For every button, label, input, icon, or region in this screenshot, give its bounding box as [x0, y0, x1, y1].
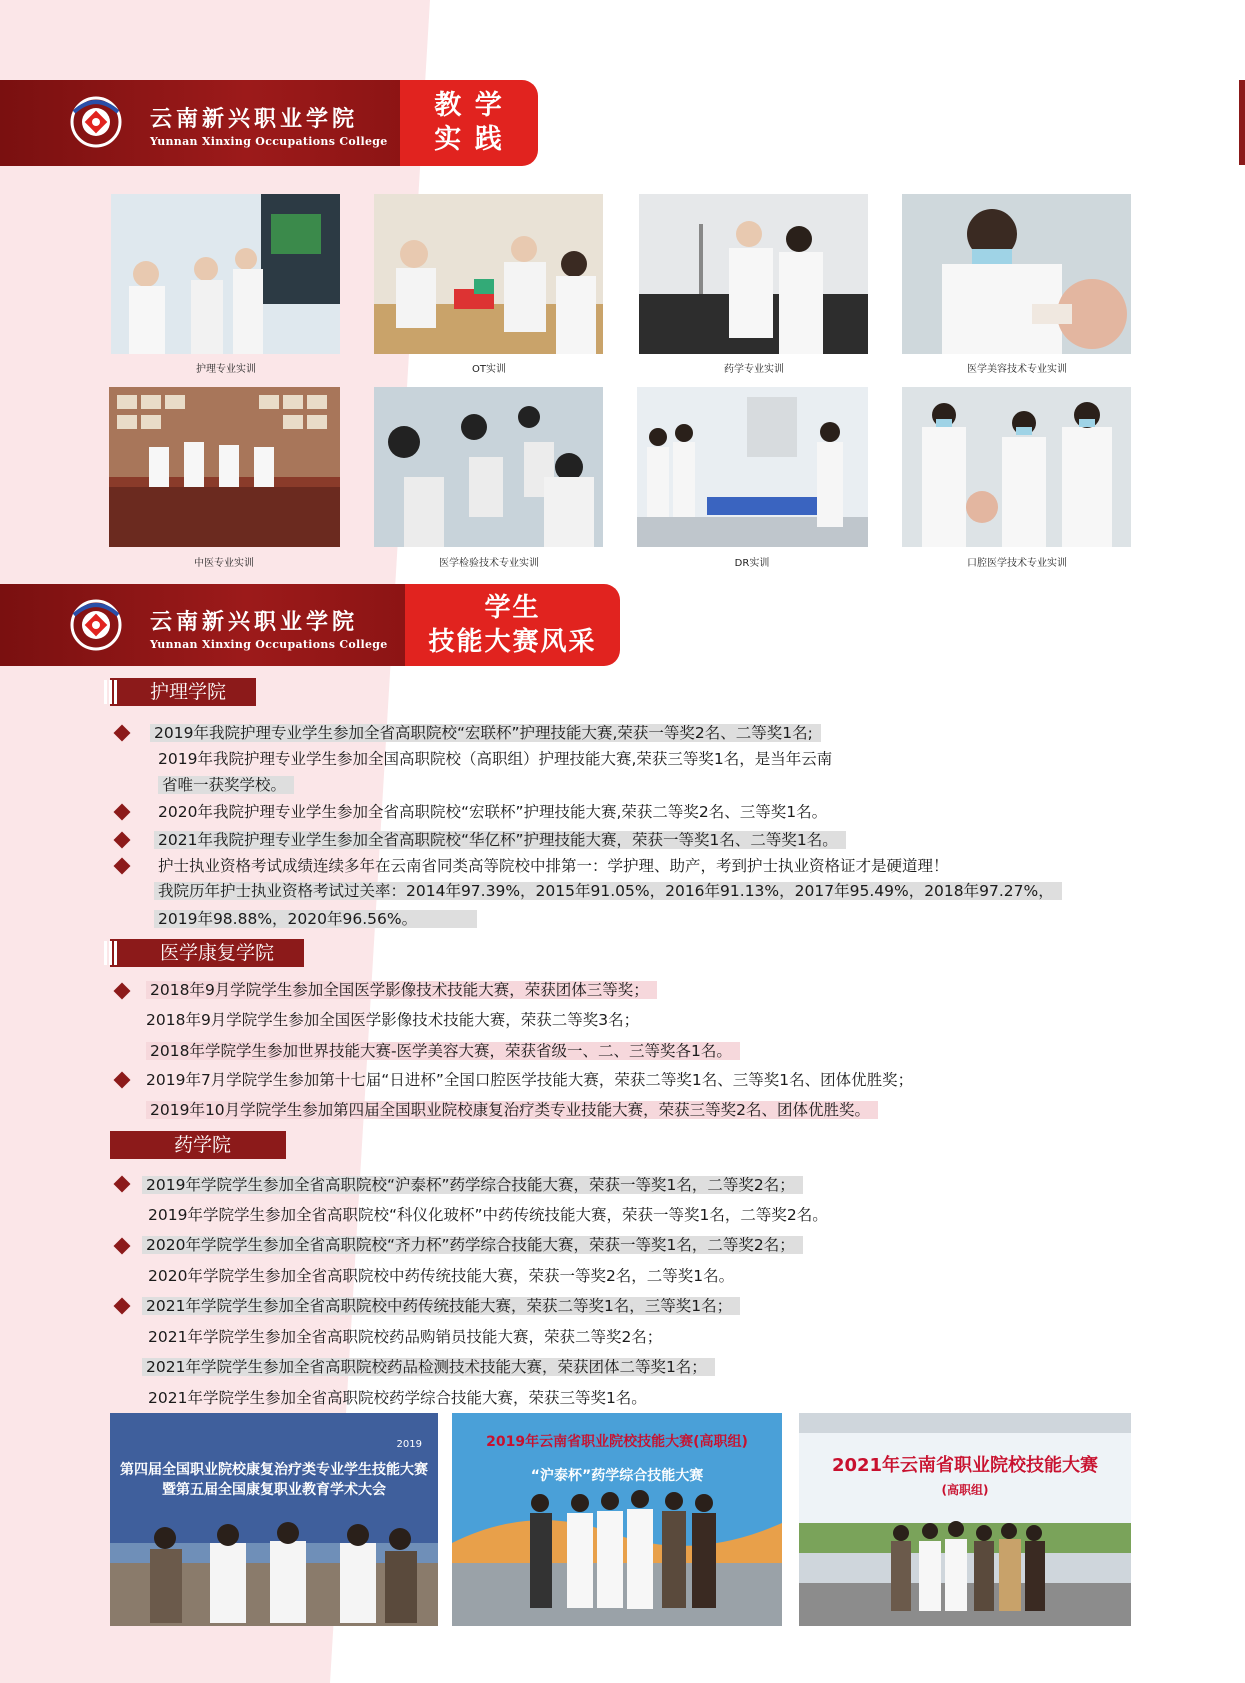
photo-caption: 中医专业实训	[194, 558, 254, 569]
section-title	[400, 80, 538, 166]
section-title-line2: 实 践	[434, 124, 504, 155]
college-name-en: Yunnan Xinxing Occupations College	[150, 135, 388, 148]
competition-banner-text: 2021年云南省职业院校技能大赛 (高职组)	[831, 1455, 1099, 1497]
photo-caption: DR实训	[734, 558, 770, 569]
text-line: 2019年10月学院学生参加第四届全国职业院校康复治疗类专业技能大赛，荣获三等奖2名、团体优胜奖。	[146, 1099, 878, 1121]
section-title	[405, 584, 620, 666]
photo-caption: 口腔医学技术专业实训	[967, 558, 1067, 569]
text-line: 2018年学院学生参加世界技能大赛-医学美容大赛，荣获省级一、二、三等奖各1名。	[146, 1040, 740, 1062]
text-line: 2021年学院学生参加全省高职院校药品购销员技能大赛，荣获二等奖2名；	[148, 1328, 663, 1346]
photo-caption: 医学美容技术专业实训	[967, 364, 1067, 375]
section-title-line2: 技能大赛风采	[428, 627, 597, 657]
photo-pharmacy-training	[639, 194, 868, 354]
college-name-cn: 云南新兴职业学院	[150, 609, 359, 635]
photo-caption: OT实训	[472, 364, 506, 375]
competition-banner-text: 2019年云南省职业院校技能大赛(高职组) “沪泰杯”药学综合技能大赛	[486, 1434, 748, 1484]
text-line: 2019年98.88%，2020年96.56%。	[154, 908, 477, 930]
college-name-cn: 云南新兴职业学院	[150, 106, 359, 132]
photo-caption: 医学检验技术专业实训	[439, 558, 539, 569]
photo-nursing-training	[111, 194, 340, 354]
text-line: 2020年我院护理专业学生参加全省高职院校“宏联杯”护理技能大赛,荣获二等奖2名、三等奖1名。	[158, 803, 828, 821]
photo-competition-2021	[799, 1413, 1131, 1626]
section-banner-teaching	[0, 80, 540, 166]
photo-caption: 护理专业实训	[196, 364, 256, 375]
college-name-en: Yunnan Xinxing Occupations College	[150, 638, 388, 651]
text-line: 2020年学院学生参加全省高职院校中药传统技能大赛，荣获一等奖2名，二等奖1名。	[148, 1267, 735, 1285]
section-banner-competitions	[0, 584, 625, 666]
photo-dr-training	[637, 387, 868, 547]
photo-cosmetology-training	[902, 194, 1131, 354]
page-edge-bar	[1239, 80, 1245, 165]
text-line: 2021年学院学生参加全省高职院校药学综合技能大赛，荣获三等奖1名。	[148, 1389, 647, 1407]
subsection-heading-text: 药学院	[174, 1134, 232, 1156]
photo-competition-rehab	[110, 1413, 438, 1626]
text-line: 2019年学院学生参加全省高职院校“科仪化玻杯”中药传统技能大赛，荣获一等奖1名，二等奖2名。	[148, 1206, 828, 1224]
college-name	[150, 605, 388, 651]
text-line: 2019年学院学生参加全省高职院校“沪泰杯”药学综合技能大赛，荣获一等奖1名，二等奖2名；	[142, 1174, 803, 1196]
text-line: 我院历年护士执业资格考试过关率：2014年97.39%，2015年91.05%，2016年91.13%，2017年95.49%，2018年97.27%，	[154, 880, 1062, 902]
text-line: 2019年7月学院学生参加第十七届“日进杯”全国口腔医学技能大赛，荣获二等奖1名、三等奖1名、团体优胜奖；	[146, 1071, 914, 1089]
college-logo	[64, 90, 128, 154]
text-line: 护士执业资格考试成绩连续多年在云南省同类高等院校中排第一：学护理、助产，考到护士执业资格证才是硬道理！	[158, 857, 949, 875]
subsection-heading-pharmacy	[110, 1131, 286, 1159]
college-name	[150, 102, 388, 148]
photo-competition-pharmacy	[452, 1413, 782, 1626]
subsection-heading-text: 医学康复学院	[160, 942, 275, 964]
text-line: 2019年我院护理专业学生参加全国高职院校（高职组）护理技能大赛,荣获三等奖1名，是当年云南	[158, 750, 833, 768]
text-line: 省唯一获奖学校。	[158, 774, 294, 796]
section-title-line1: 学生	[484, 593, 541, 623]
section-title-line1: 教 学	[434, 90, 504, 121]
photo-lab-test-training	[374, 387, 603, 547]
photo-ot-training	[374, 194, 603, 354]
text-line: 2020年学院学生参加全省高职院校“齐力杯”药学综合技能大赛，荣获一等奖1名，二等奖2名；	[142, 1234, 803, 1256]
subsection-heading-text: 护理学院	[150, 681, 227, 703]
competition-year: 2019	[396, 1439, 422, 1450]
text-line: 2018年9月学院学生参加全国医学影像技术技能大赛，荣获团体三等奖；	[146, 979, 657, 1001]
college-logo	[64, 593, 128, 657]
competition-banner-text: 第四届全国职业院校康复治疗类专业学生技能大赛 暨第五届全国康复职业教育学术大会	[120, 1462, 428, 1498]
photo-caption: 药学专业实训	[724, 364, 784, 375]
text-line: 2021年我院护理专业学生参加全省高职院校“华亿杯”护理技能大赛，荣获一等奖1名、二等奖1名。	[154, 829, 846, 851]
text-line: 2021年学院学生参加全省高职院校药品检测技术技能大赛，荣获团体二等奖1名；	[142, 1356, 715, 1378]
text-line: 2018年9月学院学生参加全国医学影像技术技能大赛，荣获二等奖3名；	[146, 1011, 640, 1029]
photo-dental-training	[902, 387, 1131, 547]
subsection-heading-medical	[110, 939, 304, 967]
subsection-heading-nursing	[110, 678, 256, 706]
photo-tcm-training	[109, 387, 340, 547]
text-line: 2021年学院学生参加全省高职院校中药传统技能大赛，荣获二等奖1名，三等奖1名；	[142, 1295, 740, 1317]
text-line: 2019年我院护理专业学生参加全省高职院校“宏联杯”护理技能大赛,荣获一等奖2名、二等奖1名;	[150, 722, 821, 744]
